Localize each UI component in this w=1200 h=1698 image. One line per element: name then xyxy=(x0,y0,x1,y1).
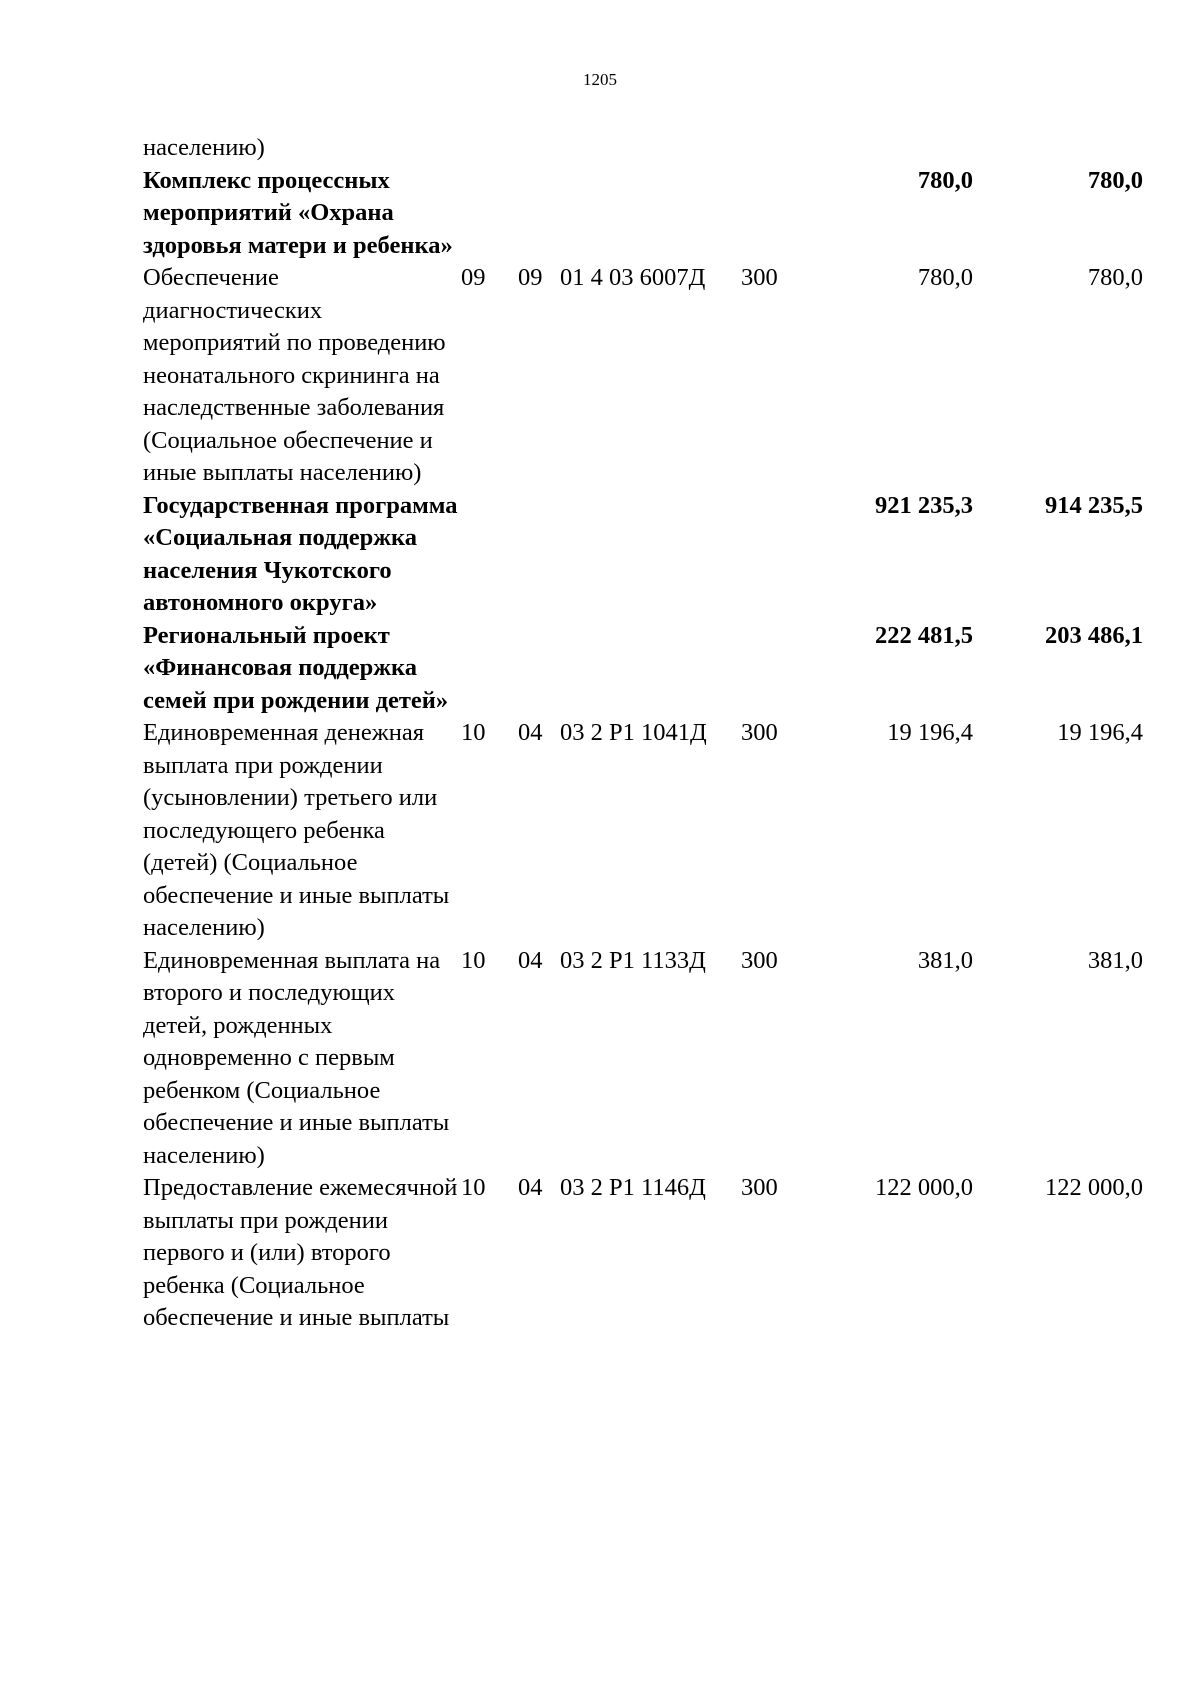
table-row xyxy=(143,490,1143,620)
table-row xyxy=(143,717,1143,945)
item-name: Региональный проект «Финансовая поддержка семей при рождении детей» xyxy=(143,621,449,714)
budget-table xyxy=(143,132,1143,1335)
expense-type xyxy=(741,620,801,718)
table-row xyxy=(143,165,1143,263)
amount-year-1: 19 196,4 xyxy=(887,719,973,746)
table-row xyxy=(143,262,1143,490)
target-code xyxy=(560,132,741,165)
target-code: 01 4 03 6007Д xyxy=(560,264,706,291)
amount-year-1: 122 000,0 xyxy=(875,1174,973,1201)
ministry-code xyxy=(461,132,518,165)
amount-year-1: 780,0 xyxy=(917,264,973,291)
amount-year-2: 381,0 xyxy=(1087,946,1143,974)
section-code: 09 xyxy=(518,264,543,291)
table-row xyxy=(143,132,1143,165)
amount-year-1: 222 481,5 xyxy=(875,621,973,649)
target-code: 03 2 Р1 1146Д xyxy=(560,1174,706,1201)
page-number: 1205 xyxy=(583,70,617,89)
expense-type xyxy=(741,132,801,165)
table-row xyxy=(143,1172,1143,1335)
item-name: Единовременная денежная выплата при рождении (усыновлении) третьего или последующего ребенка (детей) (Социальное обеспечение и иные выплаты населению) xyxy=(143,719,450,941)
section-code: 04 xyxy=(518,719,543,746)
section-code: 04 xyxy=(518,946,543,974)
item-name: Предоставление ежемесячной выплаты при рождении первого и (или) второго ребенка (Социальное обеспечение и иные выплаты xyxy=(143,1174,458,1331)
ministry-code: 09 xyxy=(461,264,486,291)
ministry-code xyxy=(461,620,518,718)
section-code xyxy=(518,490,560,620)
amount-year-1 xyxy=(801,132,973,165)
ministry-code: 10 xyxy=(461,1174,486,1201)
target-code: 03 2 Р1 1133Д xyxy=(560,946,706,974)
target-code: 03 2 Р1 1041Д xyxy=(560,719,707,746)
item-name: Единовременная выплата на второго и последующих детей, рожденных одновременно с первым ребенком (Социальное обеспечение и иные выплаты населению) xyxy=(143,946,450,1169)
amount-year-2: 914 235,5 xyxy=(1045,491,1143,519)
expense-type: 300 xyxy=(741,1174,778,1201)
item-name: Обеспечение диагностических мероприятий по проведению неонатального скрининга на наследственные заболевания (Социальное обеспечение и иные выплаты населению) xyxy=(143,264,446,486)
expense-type: 300 xyxy=(741,946,778,974)
ministry-code xyxy=(461,165,518,263)
amount-year-1: 381,0 xyxy=(917,946,973,974)
expense-type: 300 xyxy=(741,264,778,291)
expense-type xyxy=(741,490,801,620)
expense-type xyxy=(741,165,801,263)
target-code xyxy=(560,620,741,718)
item-name: Комплекс процессных мероприятий «Охрана здоровья матери и ребенка» xyxy=(143,166,453,259)
item-name: Государственная программа «Социальная поддержка населения Чукотского автономного округа» xyxy=(143,491,458,616)
amount-year-2: 780,0 xyxy=(1087,166,1143,194)
amount-year-2: 122 000,0 xyxy=(1045,1174,1143,1201)
expense-type: 300 xyxy=(741,719,778,746)
amount-year-2: 19 196,4 xyxy=(1057,719,1143,746)
amount-year-2 xyxy=(973,132,1143,165)
amount-year-2: 203 486,1 xyxy=(1045,621,1143,649)
ministry-code: 10 xyxy=(461,719,486,746)
budget-table-body xyxy=(143,132,1143,1335)
ministry-code xyxy=(461,490,518,620)
ministry-code: 10 xyxy=(461,946,486,974)
section-code: 04 xyxy=(518,1174,543,1201)
table-row xyxy=(143,620,1143,718)
section-code xyxy=(518,165,560,263)
target-code xyxy=(560,490,741,620)
amount-year-1: 780,0 xyxy=(917,166,973,194)
amount-year-1: 921 235,3 xyxy=(875,491,973,519)
amount-year-2: 780,0 xyxy=(1087,264,1143,291)
item-name: населению) xyxy=(143,134,265,161)
table-row xyxy=(143,945,1143,1173)
target-code xyxy=(560,165,741,263)
section-code xyxy=(518,620,560,718)
section-code xyxy=(518,132,560,165)
